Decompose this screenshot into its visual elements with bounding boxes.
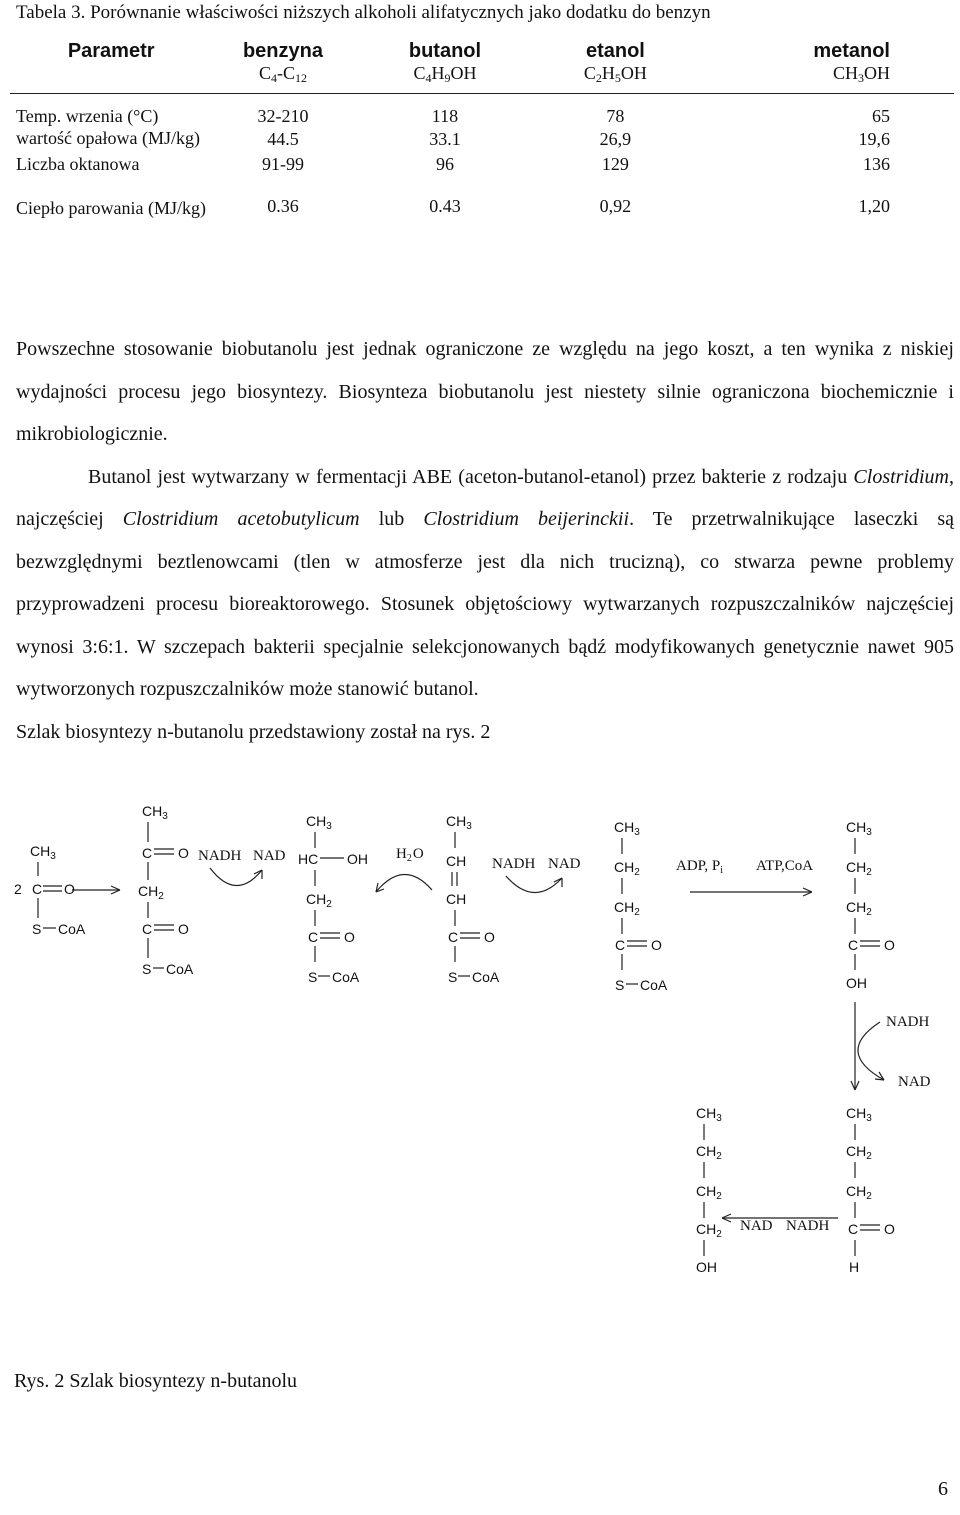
svg-text:HC: HC [298,851,319,867]
paragraph-3: Szlak biosyntezy n-butanolu przedstawiony został na rys. 2 [16,720,491,743]
svg-text:NAD: NAD [740,1218,773,1234]
param-cell: Liczba oktanowa [16,154,140,174]
page-number: 6 [938,1478,948,1500]
svg-text:C: C [308,929,319,945]
param-cell: Temp. wrzenia (°C) [16,106,159,126]
crotonyl-coa [446,813,500,985]
svg-text:O: O [651,937,662,953]
table-row [10,127,954,150]
butyrate [846,819,895,991]
svg-text:CH2: $CH_2$ [846,1143,872,1162]
svg-text:CH2: $CH_2$ [696,1221,722,1240]
svg-text:NAD: NAD [548,856,581,872]
svg-text:CH3: $CH_3$ [846,1105,872,1124]
value-cell: 136 [863,154,890,174]
table-formula-row [10,63,954,94]
svg-text:CH2: $CH_2$ [846,859,872,878]
svg-text:CH3: $CH_3$ [446,813,472,832]
svg-text:NADH: NADH [886,1014,930,1030]
svg-text:NAD: NAD [898,1074,931,1090]
svg-text:CoA: CoA [332,969,360,985]
svg-text:S: S [142,961,152,977]
svg-text:CoA: CoA [166,961,194,977]
svg-text:S: S [615,977,625,993]
svg-text:CH3: $CH_3$ [306,813,332,832]
svg-text:S: S [32,921,42,937]
table-caption: Tabela 3. Porównanie właściwości niższych alkoholi alifatycznych jako dodatku do benzyn [16,2,711,23]
value-cell: 44.5 [267,129,299,149]
value-cell: 65 [872,106,890,126]
formula-benzyna: $C_4-C_{12}$ [258,63,307,85]
value-cell: 26,9 [599,129,632,149]
value-cell: 0.43 [429,196,461,216]
header-benzyna: benzyna [242,40,323,62]
svg-text:C: C [142,921,153,937]
value-cell: 78 [606,106,625,126]
svg-text:CH2: $CH_2$ [306,891,332,910]
svg-text:CH2: $CH_2$ [696,1143,722,1162]
body-text [16,328,954,753]
svg-text:NADH: NADH [198,848,242,864]
header-etanol: etanol [585,40,645,62]
svg-text:O: O [178,921,189,937]
value-cell: 91-99 [261,154,304,174]
svg-text:CH3: $CH_3$ [846,819,872,838]
svg-text:O: O [344,929,355,945]
svg-text:NADH: NADH [492,856,536,872]
svg-text:CH2: $CH_2$ [696,1183,722,1202]
svg-text:CoA: CoA [58,921,86,937]
svg-text:NADH: NADH [786,1218,830,1234]
svg-text:C: C [448,929,459,945]
svg-text:S: S [308,969,318,985]
butanol-pathway-diagram [0,790,960,1330]
svg-text:CH3: $CH_3$ [30,843,56,862]
figure-caption: Rys. 2 Szlak biosyntezy n-butanolu [14,1370,298,1392]
table-header-row [10,40,954,63]
butyryl-coa [614,819,668,993]
param-cell: Ciepło parowania (MJ/kg) [16,198,206,218]
svg-text:S: S [448,969,458,985]
properties-table [10,40,954,220]
table-row [10,150,954,194]
svg-text:C: C [615,937,626,953]
svg-text:CH3: $CH_3$ [142,803,168,822]
svg-text:CH: CH [446,891,467,907]
svg-text:OH: OH [696,1259,717,1275]
hydroxybutyryl-coa [298,813,368,985]
svg-text:CoA: CoA [472,969,500,985]
value-cell: 118 [431,106,459,126]
value-cell: 33.1 [429,129,461,149]
value-cell: 0,92 [599,196,632,216]
svg-text:C: C [848,937,859,953]
svg-text:CH2: $CH_2$ [614,899,640,918]
svg-text:O: O [884,937,895,953]
svg-text:C: C [32,881,43,897]
header-metanol: metanol [813,40,890,62]
butyraldehyde [846,1105,895,1275]
svg-text:CH3: $CH_3$ [696,1105,722,1124]
formula-butanol: $C_4H_9OH$ [413,63,477,85]
value-cell: 32-210 [257,106,309,126]
svg-text:NAD: NAD [253,848,286,864]
header-parametr: Parametr [67,40,155,62]
svg-text:2: 2 [14,881,22,897]
svg-text:O: O [484,929,495,945]
param-cell: wartość opałowa (MJ/kg) [16,128,200,148]
svg-text:H2O: $H_2O$ [396,846,424,864]
value-cell: 129 [601,154,629,174]
svg-text:CH2: $CH_2$ [846,899,872,918]
value-cell: 19,6 [858,129,890,149]
value-cell: 0.36 [267,196,299,216]
formula-metanol: $CH_3OH$ [832,63,890,85]
butanol-molecule [696,1105,722,1275]
value-cell: 1,20 [858,196,890,216]
svg-text:CH2: $CH_2$ [614,859,640,878]
svg-text:H: H [849,1259,860,1275]
header-butanol: butanol [408,40,482,62]
paragraph-2: Butanol jest wytwarzany w fermentacji ABE (aceton-butanol-etanol) przez bakterie z rodzaju Clostridium, najczęściej Clostridium acetobutylicum lub Clostridium beijerinckii. Te przetrwalnikujące laseczki są bezwzględnymi beztlenowcami (tlen w atmosferze jest dla nich trucizną), co stwarza pewne problemy przyprowadzeni procesu bioreaktorowego. Stosunek objętościowy wytwarzanych rozpuszczalników najczęściej wynosi 3:6:1. W szczepach bakterii specjalnie selekcjonowanych bądź modyfikowanych genetycznie nawet 905 wytworzonych rozpuszczalników może stanowić butanol. [16,465,954,700]
svg-text:OH: OH [846,975,867,991]
table-row [10,94,954,128]
svg-text:CH2: $CH_2$ [138,883,164,902]
paragraph-1: Powszechne stosowanie biobutanolu jest jednak ograniczone ze względu na jego koszt, a ten wynika z niskiej wydajności procesu jego biosyntezy. Biosynteza biobutanolu jest niestety silnie ograniczona biochemicznie i mikrobiologicznie. [16,338,954,445]
svg-text:ADP, Pi: ADP, $P_i$ [676,858,723,876]
svg-text:C: C [848,1221,859,1237]
svg-text:CH: CH [446,853,467,869]
svg-text:O: O [884,1221,895,1237]
svg-text:ATP,CoA: ATP,CoA [756,858,814,874]
acetoacetyl-coa [138,803,194,977]
formula-etanol: $C_2H_5OH$ [583,63,647,85]
svg-text:CH2: $CH_2$ [846,1183,872,1202]
svg-text:CoA: CoA [640,977,668,993]
svg-text:CH3: $CH_3$ [614,819,640,838]
table-row [10,194,954,220]
value-cell: 96 [435,154,454,174]
svg-text:O: O [178,845,189,861]
svg-text:OH: OH [347,851,368,867]
svg-text:O: O [64,881,75,897]
svg-text:C: C [142,845,153,861]
